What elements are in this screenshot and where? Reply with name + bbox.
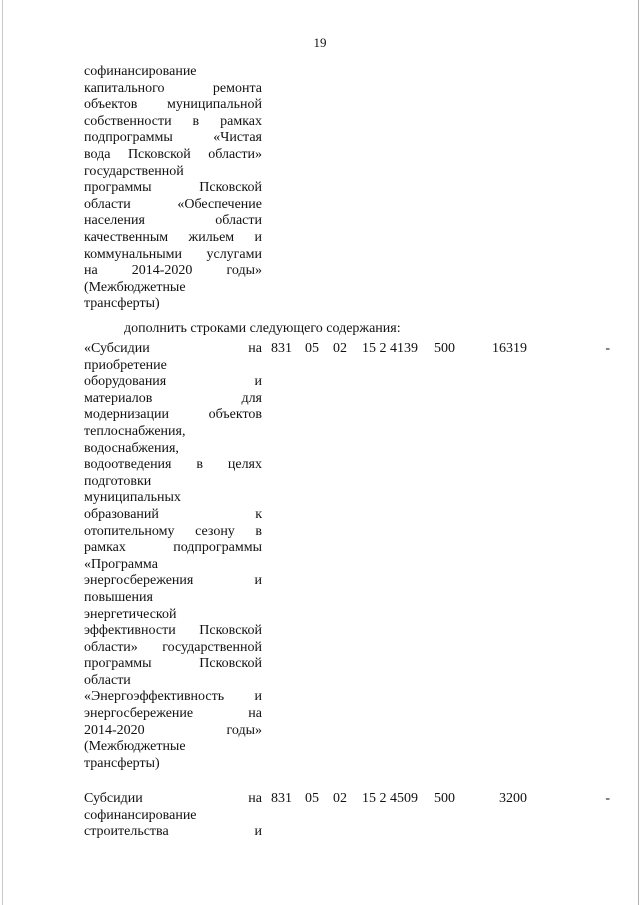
section-code: 05 [305,341,319,356]
text-line: энергетической [84,606,177,622]
text-line: государственной [84,163,184,179]
row1-description [84,341,262,772]
text-line: «Субсидии на [84,341,262,356]
text-line: подпрограммы «Чистая [84,130,262,146]
text-line: программы Псковской [84,180,262,196]
text-line: программы Псковской [84,656,262,672]
row2-codes [0,791,640,808]
target-article-code: 15 2 4139 [362,341,418,356]
text-line: капитального ремонта [84,80,262,96]
scan-left-edge [2,0,3,905]
text-line: 2014-2020 годы» [84,722,262,738]
ministry-code: 831 [271,341,292,356]
text-line: водоотведения в целях [84,457,262,473]
page-number: 19 [313,35,327,50]
text-line: приобретение [84,357,167,373]
text-line: Субсидии на [84,791,262,806]
text-line: материалов для [84,390,262,406]
text-line: области» государственной [84,639,262,655]
text-line: софинансирование [84,64,197,79]
subsection-code: 02 [333,341,347,356]
text-line: рамках подпрограммы [84,540,262,556]
text-line: отопительному сезону в [84,523,262,539]
ministry-code: 831 [271,791,292,806]
text-line: теплоснабжения, [84,423,186,439]
text-line: энергосбережение на [84,706,262,722]
text-line: муниципальных [84,490,181,506]
text-line: подготовки [84,473,152,489]
text-line: населения области [84,213,262,229]
change-value: - [605,341,610,356]
text-line: области «Обеспечение [84,196,262,212]
prev-item-description [84,64,262,313]
text-line: вода Псковской области» [84,146,262,162]
amount: 16319 [492,341,527,356]
text-line: энергосбережения и [84,573,262,589]
amount: 3200 [499,791,527,806]
subsection-code: 02 [333,791,347,806]
text-line: собственности в рамках [84,113,262,129]
text-line: строительства и [84,824,262,840]
text-line: образований к [84,506,262,522]
expense-type-code: 500 [434,341,455,356]
text-line: качественным жильем и [84,229,262,245]
text-line: эффективности Псковской [84,623,262,639]
text-line: водоснабжения, [84,440,179,456]
change-value: - [605,791,610,806]
text-line: объектов муниципальной [84,97,262,113]
text-line: (Межбюджетные [84,279,186,295]
text-line: трансферты) [84,755,160,771]
text-line: оборудования и [84,374,262,390]
target-article-code: 15 2 4509 [362,791,418,806]
text-line: модернизации объектов [84,407,262,423]
text-line: (Межбюджетные [84,739,186,755]
text-line: коммунальными услугами [84,246,262,262]
scan-right-edge [638,0,639,905]
text-line: софинансирование [84,807,197,823]
row1-codes [0,341,640,358]
text-line: на 2014-2020 годы» [84,263,262,279]
expense-type-code: 500 [434,791,455,806]
text-line: «Программа [84,556,158,572]
amendment-instruction: дополнить строками следующего содержания: [124,321,401,336]
text-line: повышения [84,589,153,605]
text-line: трансферты) [84,296,160,312]
text-line: области [84,672,131,688]
section-code: 05 [305,791,319,806]
text-line: «Энергоэффективность и [84,689,262,705]
